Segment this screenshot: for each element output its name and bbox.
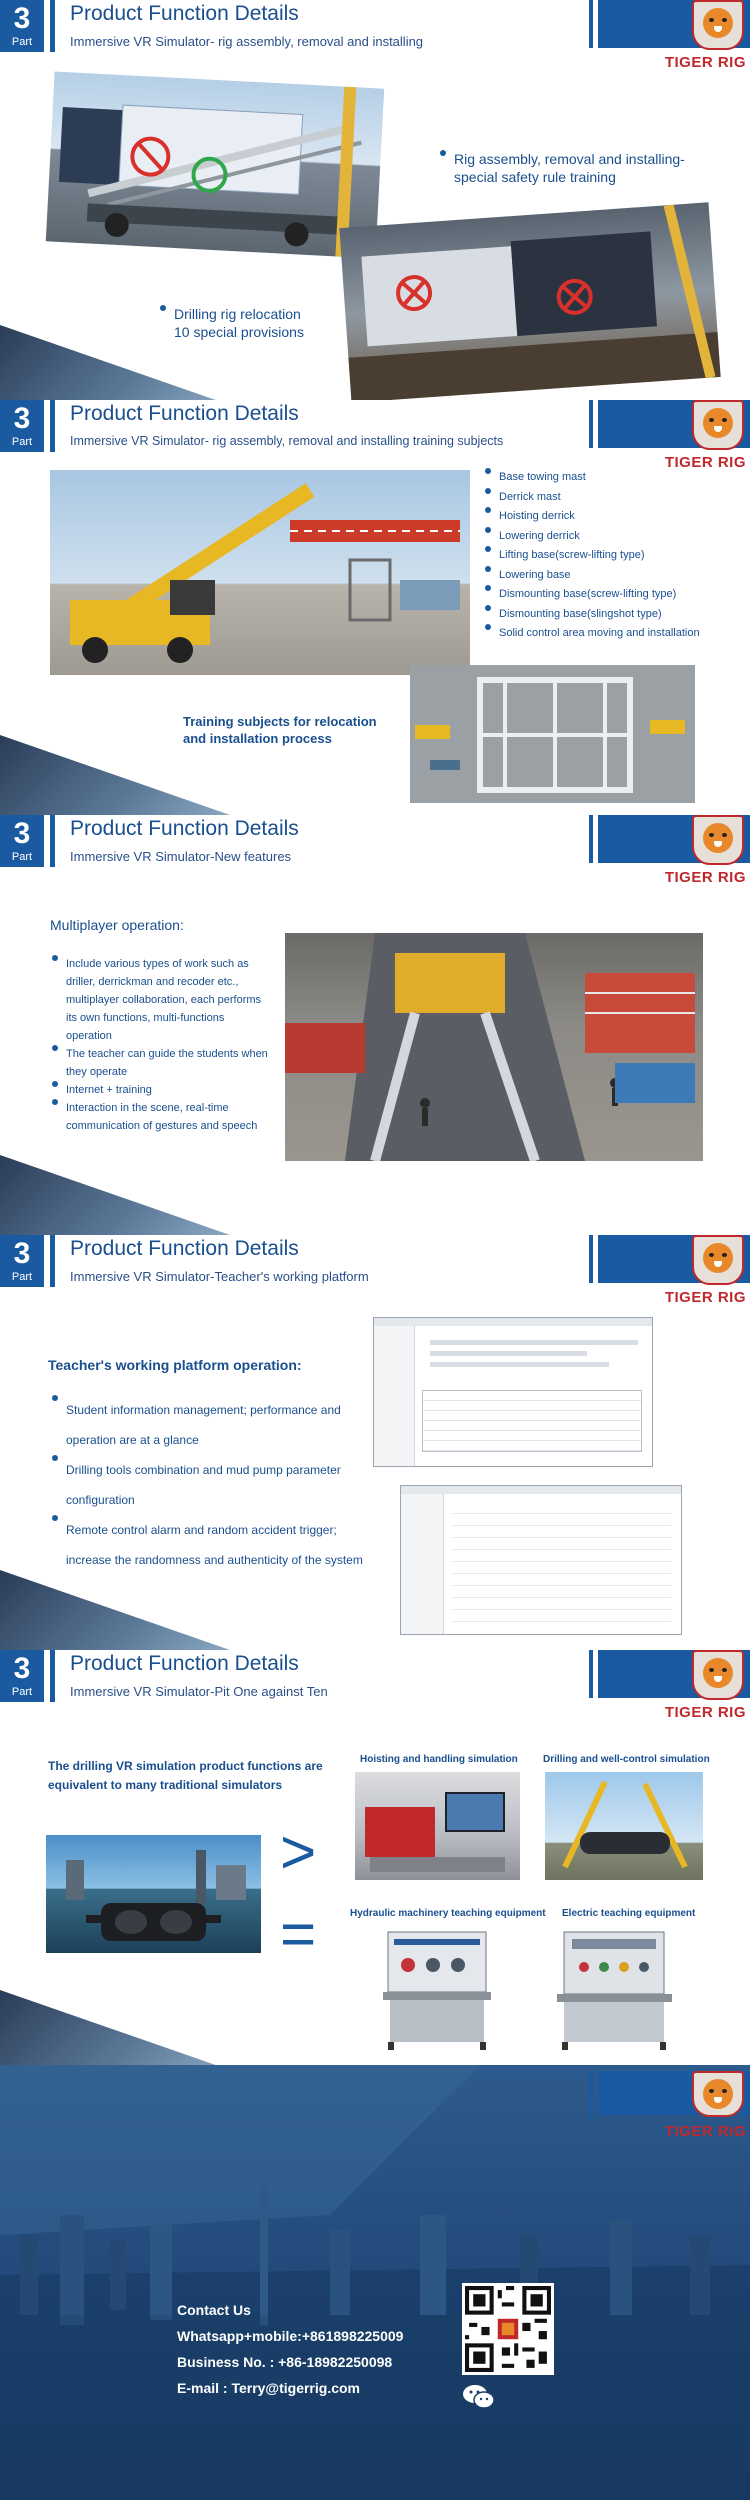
platform-line: increase the randomness and authenticity of the system bbox=[66, 1553, 363, 1567]
equivalence-intro bbox=[48, 1757, 323, 1795]
vr-scene-image-2 bbox=[339, 202, 720, 402]
contact-footer bbox=[0, 2065, 750, 2500]
section-title: Product Function Details bbox=[70, 1237, 299, 1260]
feature-line: Include various types of work such as bbox=[66, 958, 249, 970]
note-item bbox=[160, 305, 304, 341]
section-subtitle: Immersive VR Simulator- rig assembly, removal and installing bbox=[70, 34, 424, 49]
logo-band bbox=[598, 0, 750, 48]
hoisting-simulation-image bbox=[355, 1772, 520, 1880]
platform-list bbox=[52, 1395, 363, 1575]
greater-than-symbol: > bbox=[280, 1818, 317, 1887]
training-caption bbox=[183, 713, 377, 747]
section-subtitle: Immersive VR Simulator-New features bbox=[70, 849, 292, 864]
section-new-features bbox=[0, 815, 750, 1235]
subject-item: Solid control area moving and installation bbox=[485, 624, 700, 644]
electric-equipment-image bbox=[552, 1927, 677, 2052]
tiger-logo-icon bbox=[692, 815, 744, 865]
note-line: Drilling rig relocation bbox=[174, 306, 301, 322]
tiger-logo-icon bbox=[692, 2071, 744, 2117]
corner-photo-wedge bbox=[0, 1155, 230, 1235]
platform-line: operation are at a glance bbox=[66, 1433, 199, 1447]
platform-line: Remote control alarm and random accident trigger; bbox=[66, 1523, 337, 1537]
section-subtitle: Immersive VR Simulator-Pit One against Ten bbox=[70, 1684, 328, 1699]
subject-item: Hoisting derrick bbox=[485, 507, 700, 527]
feature-list bbox=[52, 955, 268, 1135]
contact-whatsapp: Whatsapp+mobile:+861898225009 bbox=[177, 2328, 404, 2344]
contact-block bbox=[177, 2297, 403, 2401]
contact-business: Business No. : +86-18982250098 bbox=[177, 2354, 393, 2370]
part-number: 3 bbox=[13, 402, 31, 435]
logo-text: TIGER RIG bbox=[664, 54, 746, 71]
logo-text: TIGER RIG bbox=[664, 454, 746, 471]
section-teacher-platform bbox=[0, 1235, 750, 1650]
note-line: Rig assembly, removal and installing- bbox=[454, 151, 685, 167]
drilling-simulation-image bbox=[545, 1772, 703, 1880]
tiger-logo-icon bbox=[692, 1650, 744, 1700]
label-hoisting: Hoisting and handling simulation bbox=[360, 1754, 518, 1765]
corner-photo-wedge bbox=[0, 735, 230, 815]
platform-heading: Teacher's working platform operation: bbox=[48, 1357, 302, 1373]
logo-band bbox=[598, 1235, 750, 1283]
section-title: Product Function Details bbox=[70, 2, 299, 25]
feature-item bbox=[52, 1081, 268, 1099]
vr-headset-oilfield-image bbox=[46, 1835, 261, 1953]
part-label: Part bbox=[11, 36, 33, 48]
logo-band bbox=[598, 1650, 750, 1698]
feature-line: operation bbox=[66, 1030, 112, 1042]
section-training-subjects bbox=[0, 400, 750, 815]
part-badge bbox=[0, 400, 44, 452]
logo-text: TIGER RIG bbox=[664, 2123, 746, 2140]
accent-bar bbox=[50, 815, 55, 867]
vr-scene-image-1 bbox=[46, 71, 384, 258]
subject-item: Base towing mast bbox=[485, 468, 700, 488]
tiger-logo-icon bbox=[692, 1235, 744, 1285]
platform-item bbox=[52, 1455, 363, 1515]
section-title: Product Function Details bbox=[70, 1652, 299, 1675]
platform-line: Drilling tools combination and mud pump parameter bbox=[66, 1463, 341, 1477]
hydraulic-equipment-image bbox=[378, 1927, 496, 2052]
part-label: Part bbox=[11, 1271, 33, 1283]
equals-symbol: = bbox=[280, 1900, 317, 1969]
multiplayer-scene-image bbox=[285, 933, 703, 1161]
feature-line: communication of gestures and speech bbox=[66, 1120, 258, 1132]
feature-line: Interaction in the scene, real-time bbox=[66, 1102, 229, 1114]
contact-email[interactable]: E-mail : Terry@tigerrig.com bbox=[177, 2380, 360, 2396]
part-badge bbox=[0, 0, 44, 52]
logo-text: TIGER RIG bbox=[664, 1704, 746, 1721]
section-title: Product Function Details bbox=[70, 817, 299, 840]
platform-item bbox=[52, 1395, 363, 1455]
feature-line: The teacher can guide the students when bbox=[66, 1048, 268, 1060]
crane-scene-image bbox=[50, 470, 470, 675]
training-subject-list bbox=[485, 468, 700, 644]
label-electric: Electric teaching equipment bbox=[562, 1908, 696, 1919]
label-drilling: Drilling and well-control simulation bbox=[543, 1754, 710, 1765]
city-skyline-background bbox=[0, 2065, 750, 2500]
subject-item: Dismounting base(screw-lifting type) bbox=[485, 585, 700, 605]
section-pit-one-against-ten bbox=[0, 1650, 750, 2070]
part-badge bbox=[0, 1650, 44, 1702]
subject-item: Lowering derrick bbox=[485, 527, 700, 547]
platform-line: Student information management; performance and bbox=[66, 1403, 341, 1417]
section-subtitle: Immersive VR Simulator-Teacher's working platform bbox=[70, 1269, 369, 1284]
tiger-logo-icon bbox=[692, 400, 744, 450]
feature-line: its own functions, multi-functions bbox=[66, 1012, 225, 1024]
platform-line: configuration bbox=[66, 1493, 135, 1507]
section-subtitle: Immersive VR Simulator- rig assembly, removal and installing training subjects bbox=[70, 434, 504, 448]
note-list-1 bbox=[440, 150, 685, 186]
tiger-logo-icon bbox=[692, 0, 744, 50]
intro-line: equivalent to many traditional simulators bbox=[48, 1778, 283, 1792]
part-number: 3 bbox=[13, 1652, 31, 1685]
subject-item: Lifting base(screw-lifting type) bbox=[485, 546, 700, 566]
wechat-icon[interactable] bbox=[462, 2383, 496, 2411]
section-title: Product Function Details bbox=[70, 402, 299, 425]
part-label: Part bbox=[11, 1686, 33, 1698]
accent-bar bbox=[50, 0, 55, 52]
note-line: special safety rule training bbox=[454, 169, 616, 185]
corner-photo-wedge bbox=[0, 1570, 230, 1650]
label-hydraulic: Hydraulic machinery teaching equipment bbox=[350, 1908, 546, 1919]
feature-item bbox=[52, 955, 268, 1045]
accent-bar bbox=[50, 1650, 55, 1702]
software-screenshot-1 bbox=[373, 1317, 653, 1467]
corner-photo-wedge bbox=[0, 1990, 230, 2070]
subject-item: Dismounting base(slingshot type) bbox=[485, 605, 700, 625]
feature-line: driller, derrickman and recoder etc., bbox=[66, 976, 239, 988]
part-number: 3 bbox=[13, 817, 31, 850]
note-item bbox=[440, 150, 685, 186]
subject-item: Lowering base bbox=[485, 566, 700, 586]
section-rig-assembly bbox=[0, 0, 750, 405]
qr-code[interactable] bbox=[462, 2283, 554, 2375]
part-label: Part bbox=[11, 851, 33, 863]
part-badge bbox=[0, 815, 44, 867]
logo-band bbox=[598, 400, 750, 448]
feature-line: multiplayer collaboration, each performs bbox=[66, 994, 262, 1006]
caption-line: Training subjects for relocation bbox=[183, 714, 377, 729]
part-number: 3 bbox=[13, 2, 31, 35]
subject-item: Derrick mast bbox=[485, 488, 700, 508]
logo-text: TIGER RIG bbox=[664, 869, 746, 886]
logo-band bbox=[598, 2071, 750, 2115]
layout-topview-image bbox=[410, 665, 695, 803]
feature-item bbox=[52, 1045, 268, 1081]
software-screenshot-2 bbox=[400, 1485, 682, 1635]
caption-line: and installation process bbox=[183, 731, 332, 746]
feature-item bbox=[52, 1099, 268, 1135]
accent-bar bbox=[50, 1235, 55, 1287]
contact-heading: Contact Us bbox=[177, 2302, 251, 2318]
platform-item bbox=[52, 1515, 363, 1575]
part-badge bbox=[0, 1235, 44, 1287]
part-number: 3 bbox=[13, 1237, 31, 1270]
note-list-2 bbox=[160, 305, 304, 341]
logo-band bbox=[598, 815, 750, 863]
accent-bar bbox=[50, 400, 55, 452]
part-label: Part bbox=[11, 436, 33, 448]
feature-line: Internet + training bbox=[66, 1084, 152, 1096]
note-line: 10 special provisions bbox=[174, 324, 304, 340]
feature-line: they operate bbox=[66, 1066, 128, 1078]
feature-heading: Multiplayer operation: bbox=[50, 917, 184, 933]
intro-line: The drilling VR simulation product functions are bbox=[48, 1759, 323, 1773]
logo-text: TIGER RIG bbox=[664, 1289, 746, 1306]
